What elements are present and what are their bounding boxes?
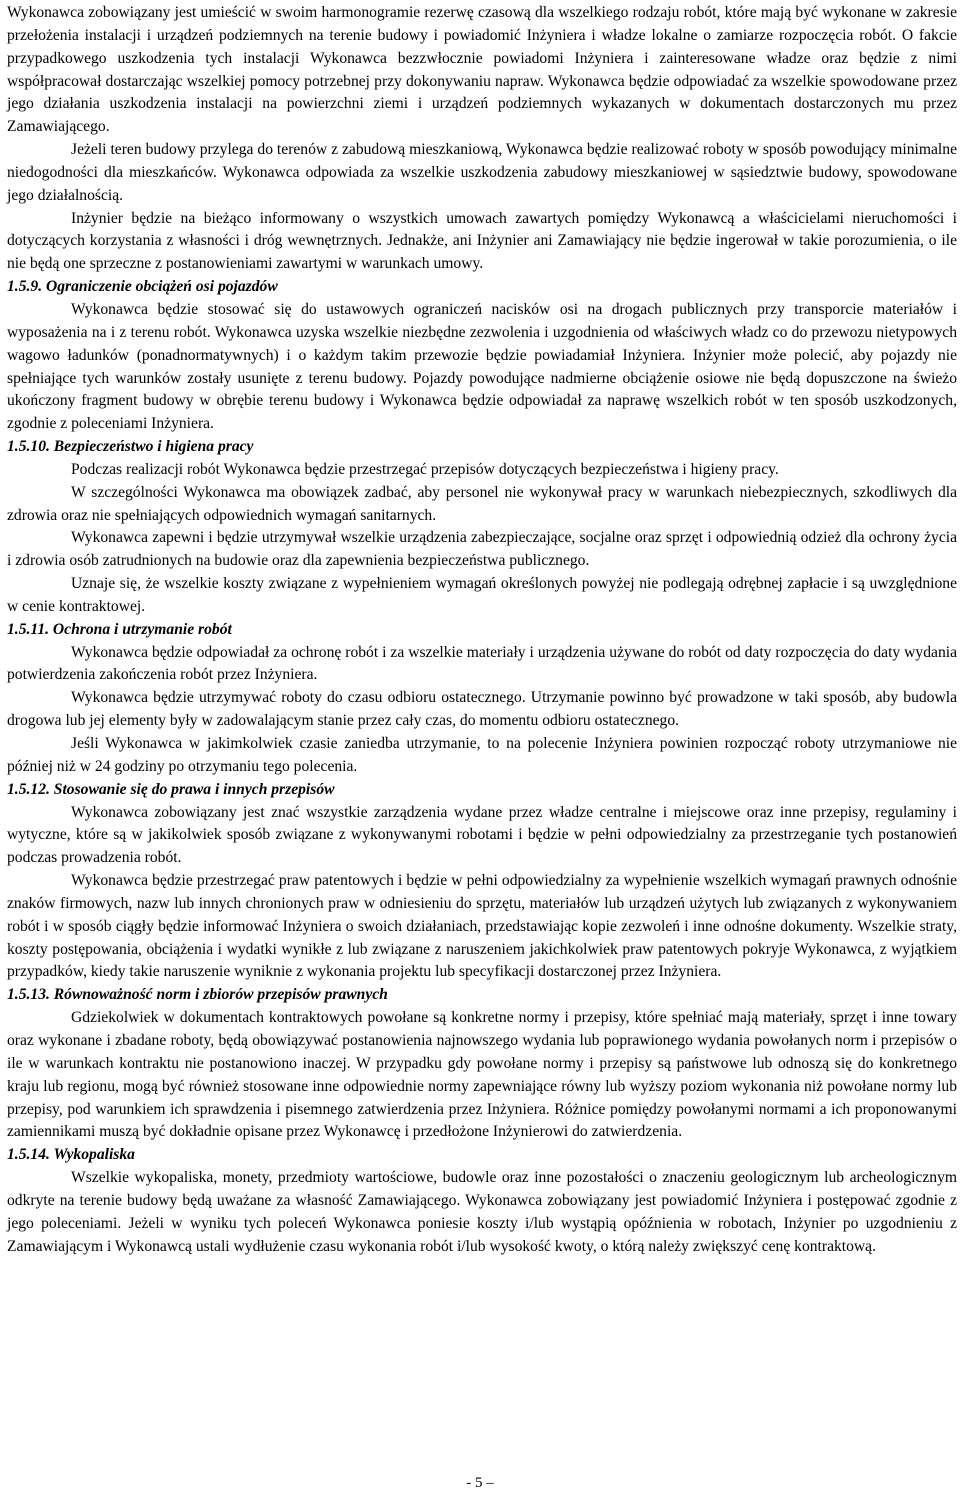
- paragraph-protection-responsibility: Wykonawca będzie odpowiadał za ochronę robót i za wszelkie materiały i urządzenia używane do robót od daty rozpoczęcia do daty wydania potwierdzenia zakończenia robót przez Inżyniera.: [7, 643, 957, 684]
- paragraph-safety-costs: Uznaje się, że wszelkie koszty związane z wypełnieniem wymagań określonych powyżej nie podlegają odrębnej zapłacie i są uwzględnione w cenie kontraktowej.: [7, 575, 957, 615]
- paragraph-patent-rights: Wykonawca będzie przestrzegać praw patentowych i będzie w pełni odpowiedzialny za wypełnienie wszelkich wymagań prawnych odnośnie znaków firmowych, nazw lub innych chronionych praw w odniesieniu do sprzętu, materiałów lub urządzeń użytych lub związanych z wykonywaniem robót i w sposób ciągły będzie informować Inżyniera o swoich działaniach, przedstawiając kopie zezwoleń i inne odnośne dokumenty. Wszelkie straty, koszty postępowania, obciążenia i wydatki wynikłe z lub związane z naruszeniem jakichkolwiek praw patentowych pokryje Wykonawca, z wyjątkiem przypadków, kiedy takie naruszenie wyniknie z wykonania projektu lub specyfikacji dostarczonej przez Inżyniera.: [7, 872, 957, 981]
- section-heading-axle-load: 1.5.9. Ograniczenie obciążeń osi pojazdów: [7, 278, 278, 296]
- section-heading-protection: 1.5.11. Ochrona i utrzymanie robót: [7, 620, 232, 638]
- paragraph-safety-rules: Podczas realizacji robót Wykonawca będzie przestrzegać przepisów dotyczących bezpieczeństwa i higieny pracy.: [71, 460, 779, 478]
- paragraph-safety-equipment: Wykonawca zapewni i będzie utrzymywał wszelkie urządzenia zabezpieczające, socjalne oraz sprzęt i odpowiednią odzież dla ochrony życia i zdrowia osób zatrudnionych na budowie oraz dla zapewnienia bezpieczeństwa publicznego.: [7, 529, 957, 570]
- section-heading-health-safety: 1.5.10. Bezpieczeństwo i higiena pracy: [7, 438, 254, 456]
- paragraph-safety-personnel: W szczególności Wykonawca ma obowiązek zadbać, aby personel nie wykonywał pracy w warunkach niebezpiecznych, szkodliwych dla zdrowia oraz nie spełniających odpowiednich wymagań sanitarnych.: [7, 483, 957, 524]
- paragraph-maintenance: Wykonawca będzie utrzymywać roboty do czasu odbioru ostatecznego. Utrzymanie powinno być prowadzone w taki sposób, aby budowla drogowa lub jej elementy były w zadowalającym stanie przez cały czas, do momentu odbioru ostatecznego.: [7, 689, 957, 730]
- section-heading-norms-equivalence: 1.5.13. Równoważność norm i zbiorów przepisów prawnych: [7, 986, 388, 1004]
- paragraph-residential-area: Jeżeli teren budowy przylega do terenów z zabudową mieszkaniową, Wykonawca będzie realizować roboty w sposób powodujący minimalne niedogodności dla mieszkańców. Wykonawca odpowiada za wszelkie uszkodzenia zabudowy mieszkaniowej w sąsiedztwie budowy, spowodowane jego działalnością.: [7, 141, 957, 204]
- page-number: - 5 –: [466, 1475, 494, 1491]
- paragraph-property-agreements: Inżynier będzie na bieżąco informowany o wszystkich umowach zawartych pomiędzy Wykonawcą a właścicielami nieruchomości i dotyczących korzystania z własności i dróg wewnętrznych. Jednakże, ani Inżynier ani Zamawiający nie będzie ingerował w takie porozumienia, o ile nie będą one sprzeczne z postanowieniami zawartymi w warunkach umowy.: [7, 209, 957, 273]
- section-heading-regulations: 1.5.12. Stosowanie się do prawa i innych przepisów: [7, 780, 335, 798]
- paragraph-maintenance-neglect: Jeśli Wykonawca w jakimkolwiek czasie zaniedba utrzymanie, to na polecenie Inżyniera powinien rozpocząć roboty utrzymaniowe nie później niż w 24 godziny po otrzymaniu tego polecenia.: [7, 735, 957, 775]
- paragraph-utility-relocation: Wykonawca zobowiązany jest umieścić w swoim harmonogramie rezerwę czasową dla wszelkiego rodzaju robót, które mają być wykonane w zakresie przełożenia instalacji i urządzeń podziemnych na terenie budowy i powiadomić Inżyniera i władze lokalne o zamiarze rozpoczęcia robót. O fakcie przypadkowego uszkodzenia tych instalacji Wykonawca bezzwłocznie powiadomi Inżyniera i zainteresowane władze oraz będzie z nimi współpracował dostarczając wszelkiej pomocy potrzebnej przy dokonywaniu napraw. Wykonawca będzie odpowiadać za wszelkie spowodowane przez jego działania uszkodzenia instalacji na powierzchni ziemi i urządzeń podziemnych wykazanych w dokumentach dostarczonych mu przez Zamawiającego.: [7, 4, 957, 136]
- section-heading-excavations: 1.5.14. Wykopaliska: [7, 1146, 135, 1164]
- document-page: [7, 2, 957, 1258]
- paragraph-regulations-knowledge: Wykonawca zobowiązany jest znać wszystkie zarządzenia wydane przez władze centralne i miejscowe oraz inne przepisy, regulaminy i wytyczne, które są w jakikolwiek sposób związane z wykonywanymi robotami i będzie w pełni odpowiedzialny za przestrzeganie tych postanowień podczas prowadzenia robót.: [7, 803, 957, 867]
- paragraph-excavations: Wszelkie wykopaliska, monety, przedmioty wartościowe, budowle oraz inne pozostałości o znaczeniu geologicznym lub archeologicznym odkryte na terenie budowy będą uważane za własność Zamawiającego. Wykonawca zobowiązany jest powiadomić Inżyniera i postępować zgodnie z jego poleceniami. Jeżeli w wyniku tych poleceń Wykonawca poniesie koszty i/lub wystąpią opóźnienia w robotach, Inżynier po uzgodnieniu z Zamawiającym i Wykonawcą ustali wydłużenie czasu wykonania robót i/lub wysokość kwoty, o którą należy zwiększyć cenę kontraktową.: [7, 1169, 957, 1255]
- paragraph-axle-load: Wykonawca będzie stosować się do ustawowych ograniczeń nacisków osi na drogach publicznych przy transporcie materiałów i wyposażenia na i z terenu robót. Wykonawca uzyska wszelkie niezbędne zezwolenia i uzgodnienia od właściwych władz co do przewozu nietypowych wagowo ładunków (ponadnormatywnych) i o każdym takim przewozie będzie powiadamiał Inżyniera. Inżynier może polecić, aby pojazdy nie spełniające tych warunków zostały usunięte z terenu budowy. Pojazdy powodujące nadmierne obciążenie osiowe nie będą dopuszczone na świeżo ukończony fragment budowy w obrębie terenu budowy i Wykonawca będzie odpowiadał za naprawę wszelkich robót w ten sposób uszkodzonych, zgodnie z poleceniami Inżyniera.: [7, 300, 957, 433]
- paragraph-norms-equivalence: Gdziekolwiek w dokumentach kontraktowych powołane są konkretne normy i przepisy, które spełniać mają materiały, sprzęt i inne towary oraz wykonane i zbadane roboty, będą obowiązywać postanowienia najnowszego wydania lub poprawionego wydania powołanych norm i przepisów o ile w warunkach kontraktu nie postanowiono inaczej. W przypadku gdy powołane normy i przepisy są państwowe lub odnoszą się do konkretnego kraju lub regionu, mogą być również stosowane inne odpowiednie normy zapewniające równy lub wyższy poziom wykonania niż powołane normy lub przepisy, pod warunkiem ich sprawdzenia i pisemnego zatwierdzenia przez Inżyniera. Różnice pomiędzy powołanymi normami a ich proponowanymi zamiennikami muszą być dokładnie opisane przez Wykonawcę i przedłożone Inżynierowi do zatwierdzenia.: [7, 1009, 957, 1141]
